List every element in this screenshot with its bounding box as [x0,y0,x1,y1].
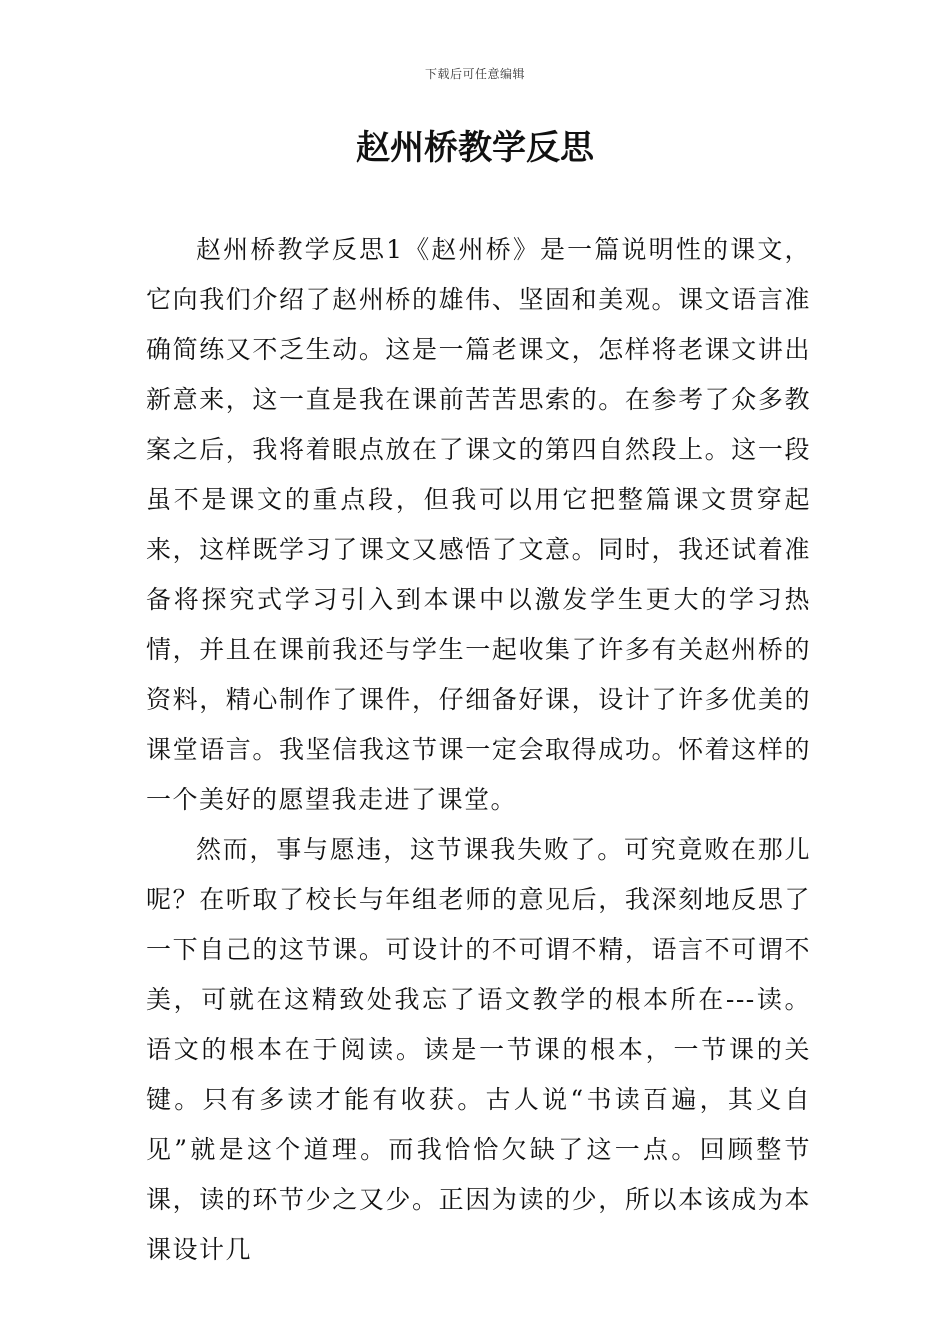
paragraph-2: 然而，事与愿违，这节课我失败了。可究竟败在那儿呢？在听取了校长与年组老师的意见后，我深刻地反思了一下自己的这节课。可设计的不可谓不精，语言不可谓不美，可就在这精致处我忘了语文教学的根本所在---读。语文的根本在于阅读。读是一节课的根本，一节课的关键。只有多读才能有收获。古人说“书读百遍，其义自见”就是这个道理。而我恰恰欠缺了这一点。回顾整节课，读的环节少之又少。正因为读的少，所以本该成为本课设计几 [146,835,811,1264]
document-body [146,225,811,1275]
header-note: 下载后可任意编辑 [424,67,525,81]
document-title: 赵州桥教学反思 [356,128,594,168]
paragraph-1: 赵州桥教学反思1《赵州桥》是一篇说明性的课文，它向我们介绍了赵州桥的雄伟、坚固和美观。课文语言准确简练又不乏生动。这是一篇老课文，怎样将老课文讲出新意来，这一直是我在课前苦苦思索的。在参考了众多教案之后，我将着眼点放在了课文的第四自然段上。这一段虽不是课文的重点段，但我可以用它把整篇课文贯穿起来，这样既学习了课文又感悟了文意。同时，我还试着准备将探究式学习引入到本课中以激发学生更大的学习热情，并且在课前我还与学生一起收集了许多有关赵州桥的资料，精心制作了课件，仔细备好课，设计了许多优美的课堂语言。我坚信我这节课一定会取得成功。怀着这样的一个美好的愿望我走进了课堂。 [146,235,811,814]
